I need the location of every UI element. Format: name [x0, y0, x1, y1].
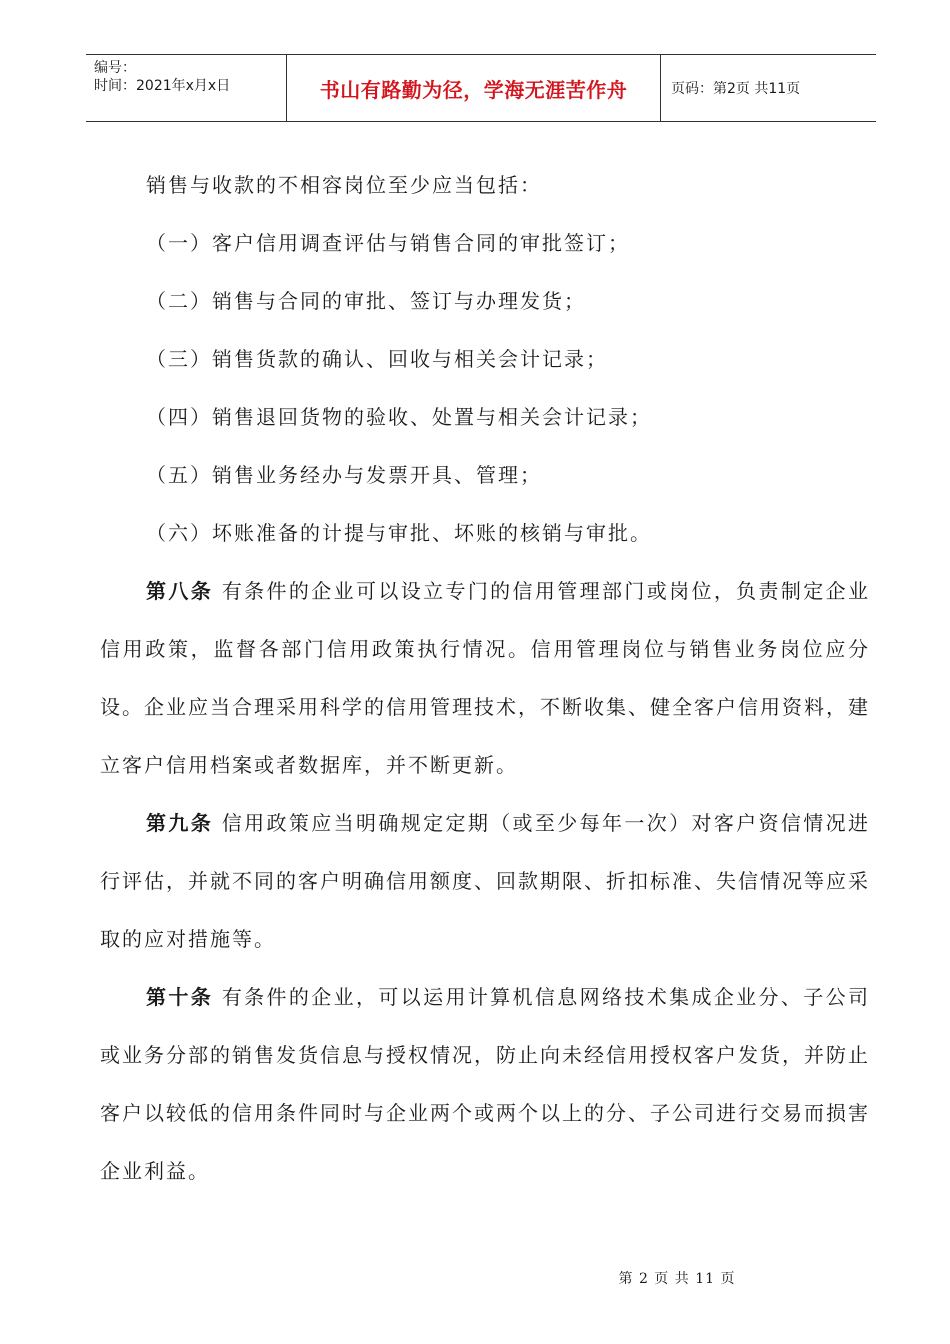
list-item: （四）销售退回货物的验收、处置与相关会计记录； — [146, 405, 652, 429]
list-item: （六）坏账准备的计提与审批、坏账的核销与审批。 — [146, 521, 652, 545]
article-10 — [100, 968, 870, 1200]
article-8 — [100, 562, 870, 794]
page-header — [86, 54, 876, 122]
list-item: （三）销售货款的确认、回收与相关会计记录； — [146, 347, 608, 371]
article-9 — [100, 794, 870, 968]
article-body: 有条件的企业可以设立专门的信用管理部门或岗位，负责制定企业信用政策，监督各部门信用政策执行情况。信用管理岗位与销售业务岗位应分设。企业应当合理采用科学的信用管理技术，不断收集、健全客户信用资料，建立客户信用档案或者数据库，并不断更新。 — [100, 579, 871, 777]
header-page-label: 页码：第2页 共11页 — [671, 81, 801, 97]
header-motto: 书山有路勤为径，学海无涯苦作舟 — [319, 77, 628, 102]
article-body: 有条件的企业，可以运用计算机信息网络技术集成企业分、子公司或业务分部的销售发货信息与授权情况，防止向未经信用授权客户发货，并防止客户以较低的信用条件同时与企业两个或两个以上的分、子公司进行交易而损害企业利益。 — [100, 985, 871, 1183]
time-label: 时间：2021年x月x日 — [94, 78, 231, 94]
number-label: 编号： — [94, 60, 136, 76]
article-heading: 第十条 — [146, 985, 214, 1009]
document-body — [100, 156, 870, 1200]
list-item: （一）客户信用调查评估与销售合同的审批签订； — [146, 231, 630, 255]
list-item: （二）销售与合同的审批、签订与办理发货； — [146, 289, 586, 313]
article-heading: 第八条 — [146, 579, 214, 603]
page-footer — [0, 1268, 950, 1288]
header-meta — [86, 55, 286, 121]
intro-paragraph: 销售与收款的不相容岗位至少应当包括： — [146, 173, 542, 197]
article-body: 信用政策应当明确规定定期（或至少每年一次）对客户资信情况进行评估，并就不同的客户明确信用额度、回款期限、折扣标准、失信情况等应采取的应对措施等。 — [100, 811, 871, 951]
article-heading: 第九条 — [146, 811, 214, 835]
list-item: （五）销售业务经办与发票开具、管理； — [146, 463, 542, 487]
page-number: 第 2 页 共 11 页 — [618, 1271, 736, 1287]
